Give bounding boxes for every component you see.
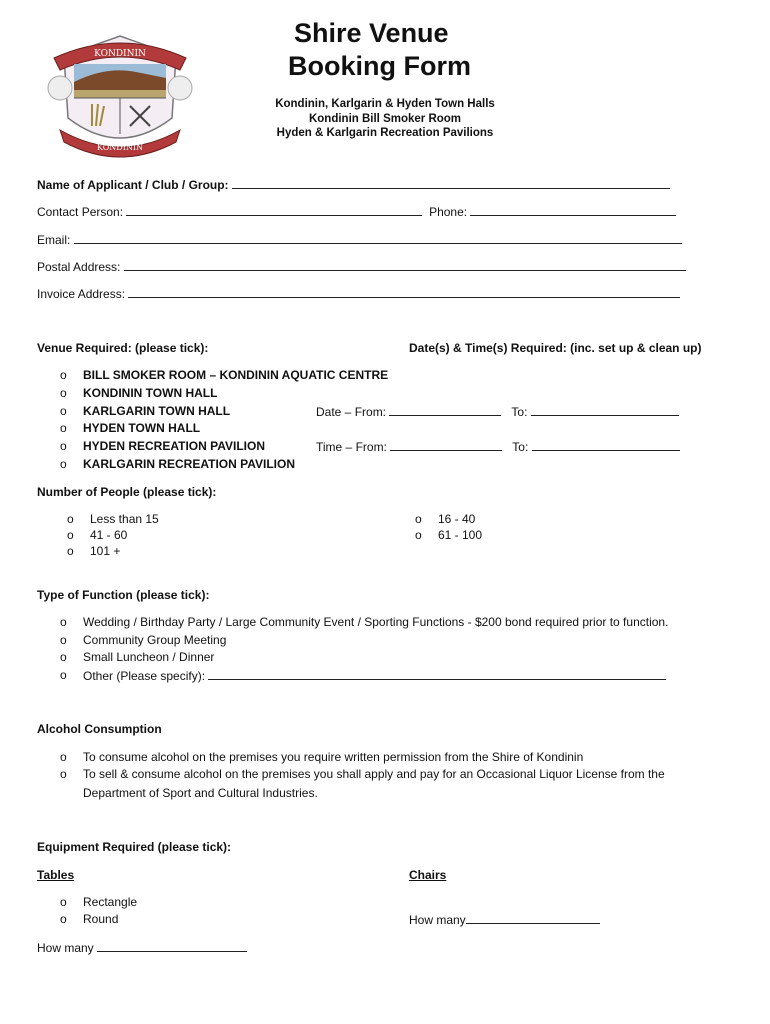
function-option-community-meeting: Community Group Meeting [83,633,227,647]
tables-heading: Tables [37,868,75,882]
venue-checkbox[interactable]: o [60,386,67,400]
people-option-61-100: 61 - 100 [438,528,483,542]
crest-bottom-text: KONDININ [96,143,144,152]
people-checkbox[interactable]: o [67,528,74,542]
venue-option-hyden-hall: HYDEN TOWN HALL [83,421,201,435]
subtitle-halls: Kondinin, Karlgarin & Hyden Town Halls [275,98,495,110]
venue-option-karlgarin-hall: KARLGARIN TOWN HALL [83,404,231,418]
applicant-name-label: Name of Applicant / Club / Group: [37,178,229,192]
email-row [37,232,682,247]
table-checkbox[interactable]: o [60,895,67,909]
date-row [316,404,679,419]
table-checkbox[interactable]: o [60,912,67,926]
chairs-how-many-field[interactable] [466,912,600,924]
phone-field[interactable] [470,204,676,216]
contact-person-field[interactable] [126,204,422,216]
people-heading: Number of People (please tick): [37,485,217,499]
people-option-16-40: 16 - 40 [438,512,476,526]
alcohol-checkbox[interactable]: o [60,750,67,764]
people-checkbox[interactable]: o [67,544,74,558]
invoice-address-field[interactable] [128,286,680,298]
function-option-luncheon: Small Luncheon / Dinner [83,650,215,664]
people-option-101plus: 101 + [90,544,121,558]
venue-option-kondinin-hall: KONDININ TOWN HALL [83,386,218,400]
alcohol-option-consume: To consume alcohol on the premises you require written permission from the Shire of Kondinin [83,750,584,764]
chairs-how-many-label: How many [409,913,466,927]
invoice-row [37,286,680,301]
equipment-heading: Equipment Required (please tick): [37,840,232,854]
tables-count-row [37,940,247,955]
applicant-name-field[interactable] [232,177,670,189]
alcohol-option-sell-line1: To sell & consume alcohol on the premises you shall apply and pay for an Occasional Liquor License from the [83,767,665,781]
venue-checkbox[interactable]: o [60,421,67,435]
postal-address-field[interactable] [124,259,686,271]
chairs-count-row [409,912,600,927]
dates-heading: Date(s) & Time(s) Required: (inc. set up & clean up) [409,341,702,355]
venue-checkbox[interactable]: o [60,439,67,453]
alcohol-option-sell-line2: Department of Sport and Cultural Industries. [83,786,318,800]
crest-top-text: KONDININ [94,49,146,59]
people-option-lt15: Less than 15 [90,512,159,526]
time-to-label: To: [512,440,529,454]
people-checkbox[interactable]: o [415,512,422,526]
form-title-line1: Shire Venue [294,18,449,48]
tables-how-many-field[interactable] [97,940,247,952]
contact-row [37,204,676,219]
function-other-field[interactable] [208,668,666,680]
alcohol-heading: Alcohol Consumption [37,722,162,736]
alcohol-checkbox[interactable]: o [60,767,67,781]
function-option-wedding: Wedding / Birthday Party / Large Community Event / Sporting Functions - $200 bond required prior to function. [83,615,669,629]
people-checkbox[interactable]: o [415,528,422,542]
contact-person-label: Contact Person: [37,205,124,219]
venue-heading: Venue Required: (please tick): [37,341,209,355]
venue-option-karlgarin-pavilion: KARLGARIN RECREATION PAVILION [83,457,295,471]
time-to-field[interactable] [532,439,680,451]
function-checkbox[interactable]: o [60,668,67,682]
time-from-field[interactable] [390,439,502,451]
venue-option-hyden-pavilion: HYDEN RECREATION PAVILION [83,439,266,453]
date-to-label: To: [511,405,528,419]
venue-option-bill-smoker: BILL SMOKER ROOM – KONDININ AQUATIC CENTRE [83,368,389,382]
time-row [316,439,680,454]
tables-how-many-label: How many [37,941,94,955]
time-from-label: Time – From: [316,440,387,454]
function-checkbox[interactable]: o [60,650,67,664]
postal-address-label: Postal Address: [37,260,121,274]
people-checkbox[interactable]: o [67,512,74,526]
venue-checkbox[interactable]: o [60,404,67,418]
date-from-label: Date – From: [316,405,387,419]
applicant-name-row [37,177,670,192]
table-option-round: Round [83,912,119,926]
function-checkbox[interactable]: o [60,633,67,647]
subtitle-pavilions: Hyden & Karlgarin Recreation Pavilions [276,127,494,139]
form-title-line2: Booking Form [288,51,471,81]
people-option-41-60: 41 - 60 [90,528,128,542]
phone-label: Phone: [429,205,468,219]
postal-row [37,259,686,274]
table-option-rectangle: Rectangle [83,895,138,909]
chairs-heading: Chairs [409,868,447,882]
venue-checkbox[interactable]: o [60,368,67,382]
function-checkbox[interactable]: o [60,615,67,629]
function-heading: Type of Function (please tick): [37,588,210,602]
date-from-field[interactable] [389,404,501,416]
shire-crest-logo [46,26,194,158]
function-option-other: Other (Please specify): [83,669,206,683]
email-label: Email: [37,233,71,247]
invoice-address-label: Invoice Address: [37,287,126,301]
date-to-field[interactable] [531,404,679,416]
subtitle-room: Kondinin Bill Smoker Room [308,113,462,125]
venue-checkbox[interactable]: o [60,457,67,471]
email-field[interactable] [74,232,682,244]
function-other-row [83,668,666,683]
